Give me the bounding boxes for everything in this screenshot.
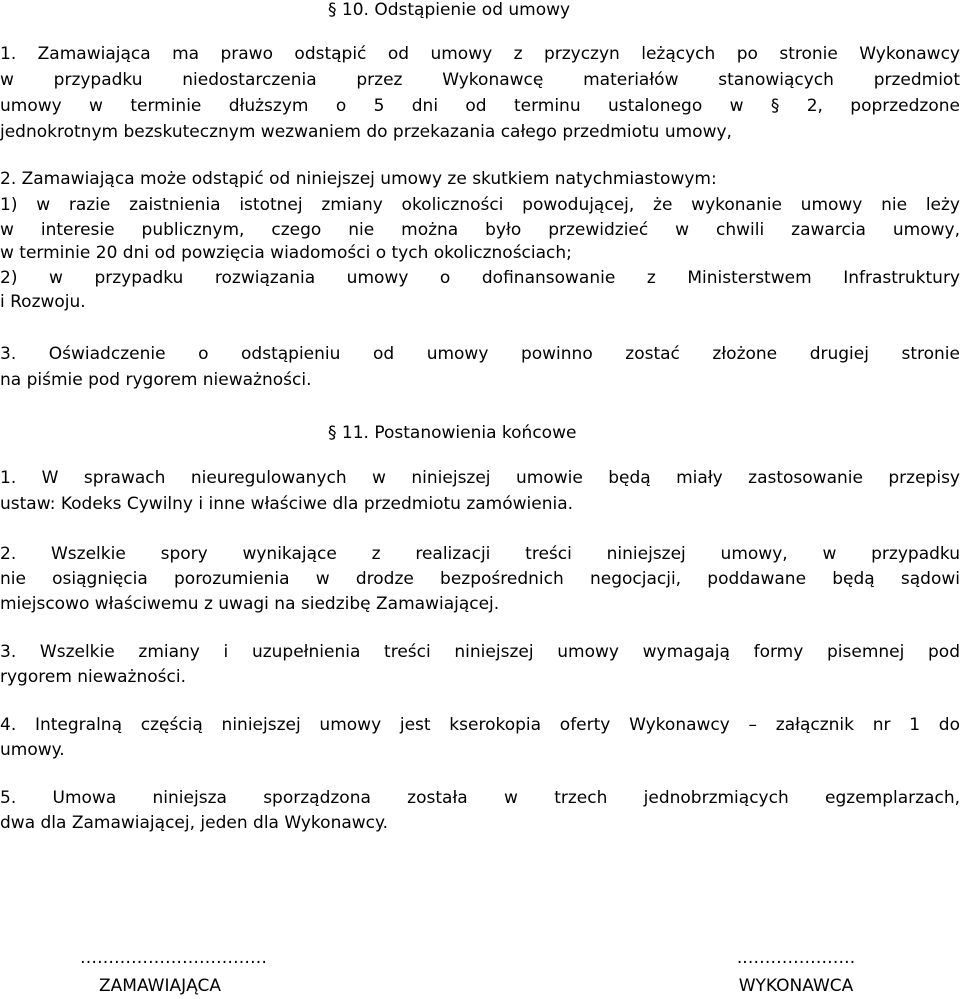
section-11-para-2-line: 2. Wszelkie spory wynikające z realizacji treści niniejszej umowy, w przypadku — [0, 544, 960, 564]
section-10-para-1-line: w przypadku niedostarczenia przez Wykonawcę materiałów stanowiących przedmiot — [0, 70, 960, 90]
section-11-para-3-line: rygorem nieważności. — [0, 667, 186, 687]
section-11-heading: § 11. Postanowienia końcowe — [328, 423, 577, 443]
section-11-para-5-line: dwa dla Zamawiającej, jeden dla Wykonawcy. — [0, 813, 389, 833]
signature-line-zamawiajaca: …………………………… — [80, 948, 267, 968]
section-11-para-1-line: ustaw: Kodeks Cywilny i inne właściwe dla przedmiotu zamówienia. — [0, 494, 574, 514]
section-10-para-2-line: 1) w razie zaistnienia istotnej zmiany okoliczności powodującej, że wykonanie umowy nie leży — [0, 195, 960, 215]
section-10-para-1-line: umowy w terminie dłuższym o 5 dni od terminu ustalonego w § 2, poprzedzone — [0, 96, 960, 116]
signature-label-zamawiajaca: ZAMAWIAJĄCA — [99, 976, 221, 996]
section-10-para-2-line: 2. Zamawiająca może odstąpić od niniejszej umowy ze skutkiem natychmiastowym: — [0, 169, 717, 189]
section-11-para-2-line: nie osiągnięcia porozumienia w drodze bezpośrednich negocjacji, poddawane będą sądowi — [0, 569, 960, 589]
section-10-para-1-line: 1. Zamawiająca ma prawo odstąpić od umowy z przyczyn leżących po stronie Wykonawcy — [0, 44, 960, 64]
section-11-para-3-line: 3. Wszelkie zmiany i uzupełnienia treści niniejszej umowy wymagają formy pisemnej pod — [0, 642, 960, 662]
signature-label-wykonawca: WYKONAWCA — [738, 976, 854, 996]
section-10-para-2-line: 2) w przypadku rozwiązania umowy o dofinansowanie z Ministerstwem Infrastruktury — [0, 268, 960, 288]
section-11-para-2-line: miejscowo właściwemu z uwagi na siedzibę Zamawiającej. — [0, 594, 500, 614]
section-11-para-1-line: 1. W sprawach nieuregulowanych w niniejszej umowie będą miały zastosowanie przepisy — [0, 468, 960, 488]
section-11-para-4-line: 4. Integralną częścią niniejszej umowy jest kserokopia oferty Wykonawcy – załącznik nr 1 do — [0, 715, 960, 735]
section-10-para-2-line: w terminie 20 dni od powzięcia wiadomości o tych okolicznościach; — [0, 243, 572, 263]
section-11-para-4-line: umowy. — [0, 740, 65, 760]
section-10-para-2-line: i Rozwoju. — [0, 292, 86, 312]
section-11-para-5-line: 5. Umowa niniejsza sporządzona została w trzech jednobrzmiących egzemplarzach, — [0, 788, 960, 808]
section-10-para-3-line: na piśmie pod rygorem nieważności. — [0, 370, 312, 390]
section-10-para-2-line: w interesie publicznym, czego nie można było przewidzieć w chwili zawarcia umowy, — [0, 220, 960, 240]
section-10-para-1-line: jednokrotnym bezskutecznym wezwaniem do przekazania całego przedmiotu umowy, — [0, 122, 732, 142]
section-10-heading: § 10. Odstąpienie od umowy — [328, 0, 571, 20]
section-10-para-3-line: 3. Oświadczenie o odstąpieniu od umowy powinno zostać złożone drugiej stronie — [0, 344, 960, 364]
signature-line-wykonawca: ..………………. — [736, 948, 856, 968]
